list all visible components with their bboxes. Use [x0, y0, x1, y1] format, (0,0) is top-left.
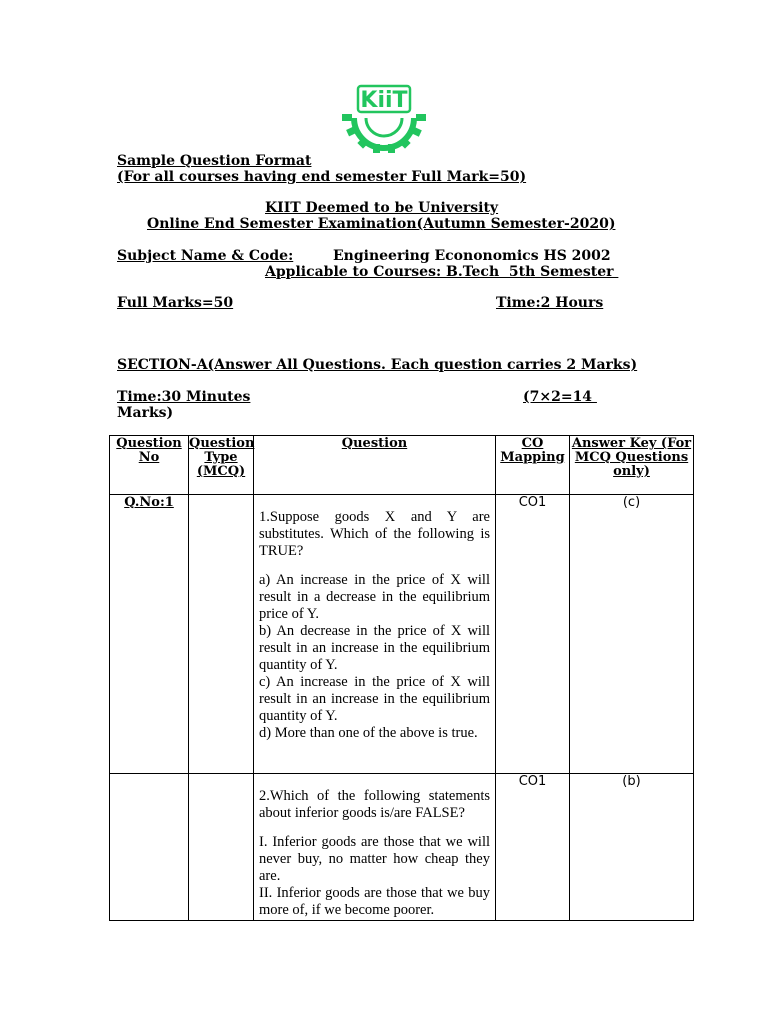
applicable-courses: Applicable to Courses: B.Tech 5th Semester: [265, 264, 619, 280]
question-type: [189, 774, 254, 921]
statement-ii: II. Inferior goods are those that we buy more of, if we become poorer.: [259, 885, 490, 918]
header-answer-key: Answer Key (For MCQ Questions only): [570, 436, 694, 495]
answer-key: (c): [570, 495, 694, 774]
university-name: KIIT Deemed to be University: [265, 200, 499, 216]
question-table: [109, 435, 694, 921]
table-row: [110, 774, 694, 921]
section-time: Time:30 Minutes: [117, 389, 251, 405]
exam-time: Time:2 Hours: [496, 295, 604, 311]
option-c: c) An increase in the price of X will result in an increase in the equilibrium quantity of Y.: [259, 674, 490, 724]
section-marks-cont: Marks): [117, 405, 174, 421]
answer-key: (b): [570, 774, 694, 921]
question-cell: [254, 495, 496, 774]
question-stem: 1.Suppose goods X and Y are substitutes. Which of the following is TRUE?: [259, 509, 490, 559]
kiit-logo: [334, 84, 434, 154]
exam-title: Online End Semester Examination(Autumn Semester-2020): [147, 216, 616, 232]
co-mapping: CO1: [496, 774, 570, 921]
section-title: SECTION-A(Answer All Questions. Each question carries 2 Marks): [117, 357, 638, 373]
statement-i: I. Inferior goods are those that we will never buy, no matter how cheap they are.: [259, 834, 490, 884]
question-number: Q.No:1: [110, 495, 189, 774]
section-marks: (7×2=14: [523, 389, 597, 405]
question-number: [110, 774, 189, 921]
logo-text: KiiT: [360, 88, 408, 113]
option-a: a) An increase in the price of X will result in a decrease in the equilibrium price of Y.: [259, 572, 490, 622]
option-d: d) More than one of the above is true.: [259, 725, 478, 741]
full-marks: Full Marks=50: [117, 295, 234, 311]
table-row: [110, 495, 694, 774]
format-note: (For all courses having end semester Full Mark=50): [117, 169, 527, 185]
header-co-mapping: CO Mapping: [496, 436, 570, 495]
co-mapping: CO1: [496, 495, 570, 774]
question-stem: 2.Which of the following statements about inferior goods is/are FALSE?: [259, 788, 490, 821]
option-b: b) An decrease in the price of X will result in an increase in the equilibrium quantity of Y.: [259, 623, 490, 673]
subject-value: Engineering Econonomics HS 2002: [333, 248, 611, 264]
table-header-row: [110, 436, 694, 495]
question-type: [189, 495, 254, 774]
header-question-type: Question Type (MCQ): [189, 436, 254, 495]
subject-label: Subject Name & Code:: [117, 248, 294, 264]
header-question: Question: [254, 436, 496, 495]
format-title: Sample Question Format: [117, 153, 312, 169]
header-question-no: Question No: [110, 436, 189, 495]
question-cell: [254, 774, 496, 921]
